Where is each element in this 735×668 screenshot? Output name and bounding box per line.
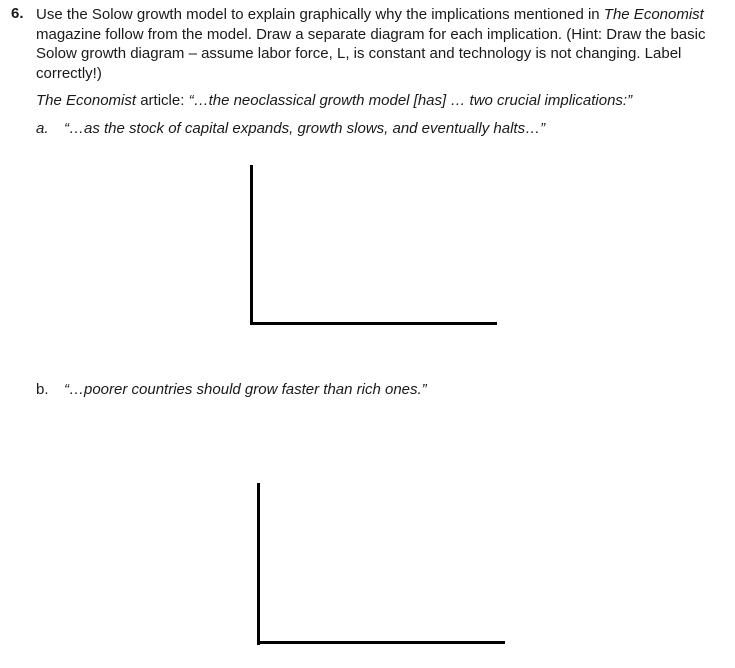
article-quote: “…the neoclassical growth model [has] … two crucial implications:”	[184, 92, 633, 109]
item-b-letter: b.	[36, 381, 49, 398]
item-b-text: “…poorer countries should grow faster than rich ones.”	[64, 381, 427, 398]
diagram-b-x-axis	[257, 641, 505, 644]
question-number: 6.	[11, 5, 24, 22]
item-a-text: “…as the stock of capital expands, growth slows, and eventually halts…”	[64, 120, 546, 137]
diagram-a-x-axis	[250, 322, 497, 325]
question-text-part-2: magazine follow from the model. Draw a separate diagram for each implication. (Hint: Draw the basic Solow growth diagram – assume labor force, L, is constant and technology is not changing. Label correctly!)	[36, 25, 706, 82]
question-source: The Economist	[603, 6, 704, 23]
article-label: article:	[136, 92, 185, 109]
article-intro	[36, 92, 632, 109]
question-text	[36, 5, 728, 83]
article-source: The Economist	[36, 92, 137, 109]
item-a-letter: a.	[36, 120, 49, 137]
diagram-a-y-axis	[250, 165, 253, 325]
diagram-b-y-axis	[257, 483, 260, 645]
question-text-part-1: Use the Solow growth model to explain graphically why the implications mentioned in	[36, 6, 604, 23]
